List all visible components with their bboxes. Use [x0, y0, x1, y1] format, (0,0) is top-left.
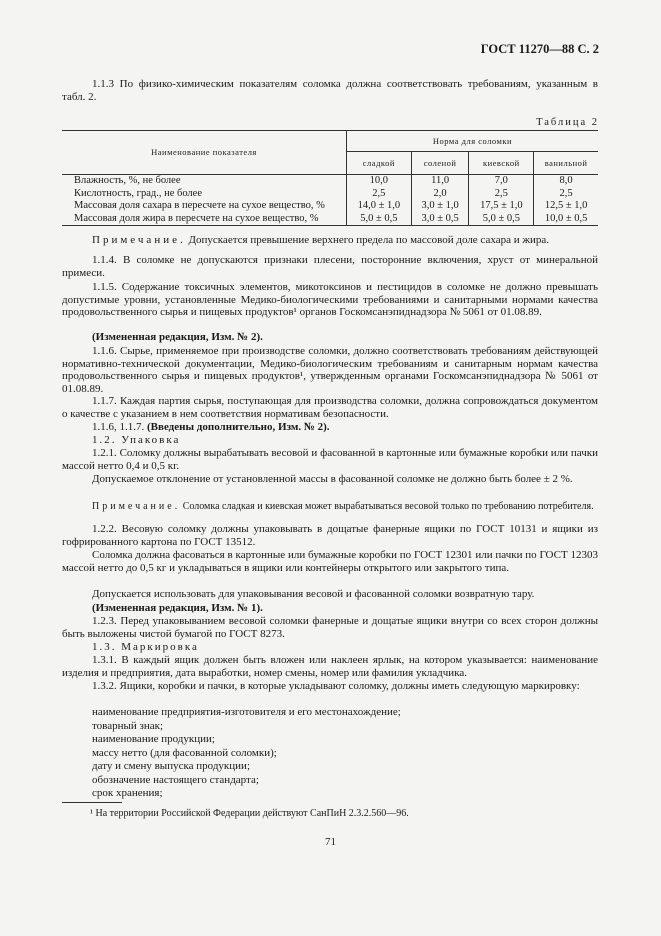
- amendment-2: (Измененная редакция, Изм. № 2).: [92, 331, 263, 343]
- col-header: соленой: [411, 152, 469, 175]
- paragraph-1-3-1: 1.3.1. В каждый ящик должен быть вложен или наклеен ярлык, на котором указывается: наименование изделия и предприятия, дата выработки, номер смены, номер или фамилия укладчика.: [62, 654, 598, 679]
- list-item: срок хранения;: [92, 787, 163, 799]
- table-header-name: Наименование показателя: [62, 131, 347, 175]
- col-header: ванильной: [534, 152, 598, 175]
- table-row: Массовая доля сахара в пересчете на сухое вещество, % 14,0 ± 1,0 3,0 ± 1,0 17,5 ± 1,0 12,5 ± 1,0: [62, 200, 598, 213]
- table-2: [62, 130, 598, 226]
- list-item: наименование продукции;: [92, 733, 215, 745]
- paragraph-1-2-2c: Допускается использовать для упаковывания весовой и фасованной соломки возвратную тару.: [92, 588, 535, 600]
- table-header-norm: Норма для соломки: [347, 131, 599, 152]
- paragraph-1-2-3: 1.2.3. Перед упаковыванием весовой соломки фанерные и дощатые ящики внутри со всех сторон должны быть выложены чистой бумагой по ГОСТ 8273.: [62, 615, 598, 640]
- table-row: Влажность, %, не более 10,0 11,0 7,0 8,0: [62, 175, 598, 188]
- table-caption: Таблица 2: [536, 117, 599, 128]
- col-header: киевской: [469, 152, 534, 175]
- col-header: сладкой: [347, 152, 412, 175]
- paragraph-1-2-1b: Допускаемое отклонение от установленной массы в фасованной соломке не должно быть более ± 2 %.: [92, 473, 573, 485]
- paragraph-1-2-2: 1.2.2. Весовую соломку должны упаковывать в дощатые фанерные ящики по ГОСТ 10131 и ящики из гофрированного картона по ГОСТ 13512.: [62, 523, 598, 548]
- marking-list: [92, 706, 598, 801]
- paragraph-1-1-6: 1.1.6. Сырье, применяемое при производстве соломки, должно соответствовать требованиям действующей нормативно-технической документации, Медико-биологическим требованиям и санитарным нормам качества продовольственного сырья и пищевых продуктов¹, утвержденным органами Госкомсанэпиднадзора № 5061 от 01.08.89.: [62, 345, 598, 395]
- note-2: Примечание. Соломка сладкая и киевская может вырабатываться весовой только по требованию потребителя.: [92, 501, 594, 512]
- paragraph-1-1-7: 1.1.7. Каждая партия сырья, поступающая для производства соломки, должна сопровождаться документом о качестве с указанием в нем соответствия нормативам безопасности.: [62, 395, 598, 420]
- section-1-2-title: 1.2. Упаковка: [92, 434, 181, 446]
- paragraph-1-2-1: 1.2.1. Соломку должны вырабатывать весовой и фасованной в картонные или бумажные коробки или пачки массой нетто 0,4 и 0,5 кг.: [62, 447, 598, 472]
- list-item: обозначение настоящего стандарта;: [92, 773, 259, 786]
- paragraph-1-1-4: 1.1.4. В соломке не допускаются признаки плесени, посторонние включения, хруст от минеральной примеси.: [62, 254, 598, 279]
- page-header: ГОСТ 11270—88 С. 2: [480, 42, 599, 56]
- section-1-3-title: 1.3. Маркировка: [92, 641, 199, 653]
- footnote: ¹ На территории Российской Федерации действуют СанПиН 2.3.2.560—96.: [90, 808, 409, 819]
- list-item: массу нетто (для фасованной соломки);: [92, 746, 277, 759]
- table-row: Массовая доля жира в пересчете на сухое вещество, % 5,0 ± 0,5 3,0 ± 0,5 5,0 ± 0,5 10,0 ± 0,5: [62, 213, 598, 226]
- list-item: товарный знак;: [92, 719, 164, 732]
- paragraph-1-2-2b: Соломка должна фасоваться в картонные или бумажные коробки по ГОСТ 12301 или пачки по ГОСТ 12303 массой нетто до 0,5 кг и укладываться в ящики или контейнеры открытого или закрытого типа.: [62, 549, 598, 574]
- paragraph-1-1-3: 1.1.3 По физико-химическим показателям соломка должна соответствовать требованиям, указанным в табл. 2.: [62, 78, 598, 103]
- note-1: Примечание. Допускается превышение верхнего предела по массовой доле сахара и жира.: [92, 234, 549, 246]
- list-item: дату и смену выпуска продукции;: [92, 760, 250, 772]
- amendment-1: (Измененная редакция, Изм. № 1).: [92, 602, 263, 614]
- footnote-divider: [62, 802, 122, 803]
- paragraph-1-3-2: 1.3.2. Ящики, коробки и пачки, в которые укладывают соломку, должны иметь следующую маркировку:: [92, 680, 580, 692]
- table-row: Кислотность, град., не более 2,5 2,0 2,5 2,5: [62, 188, 598, 201]
- paragraph-1-1-5: 1.1.5. Содержание токсичных элементов, микотоксинов и пестицидов в соломке не должно превышать допустимые уровни, установленные Медико-биологическими требованиями и санитарными нормами качества продовольственного сырья и пищевых продуктов¹ органов Госкомсанэпиднадзора № 5061 от 01.08.89.: [62, 281, 598, 318]
- amendment-1-1-6-1-1-7: 1.1.6, 1.1.7. (Введены дополнительно, Изм. № 2).: [92, 421, 330, 433]
- list-item: наименование предприятия-изготовителя и его местонахождение;: [92, 706, 401, 718]
- page-number: 71: [325, 836, 336, 848]
